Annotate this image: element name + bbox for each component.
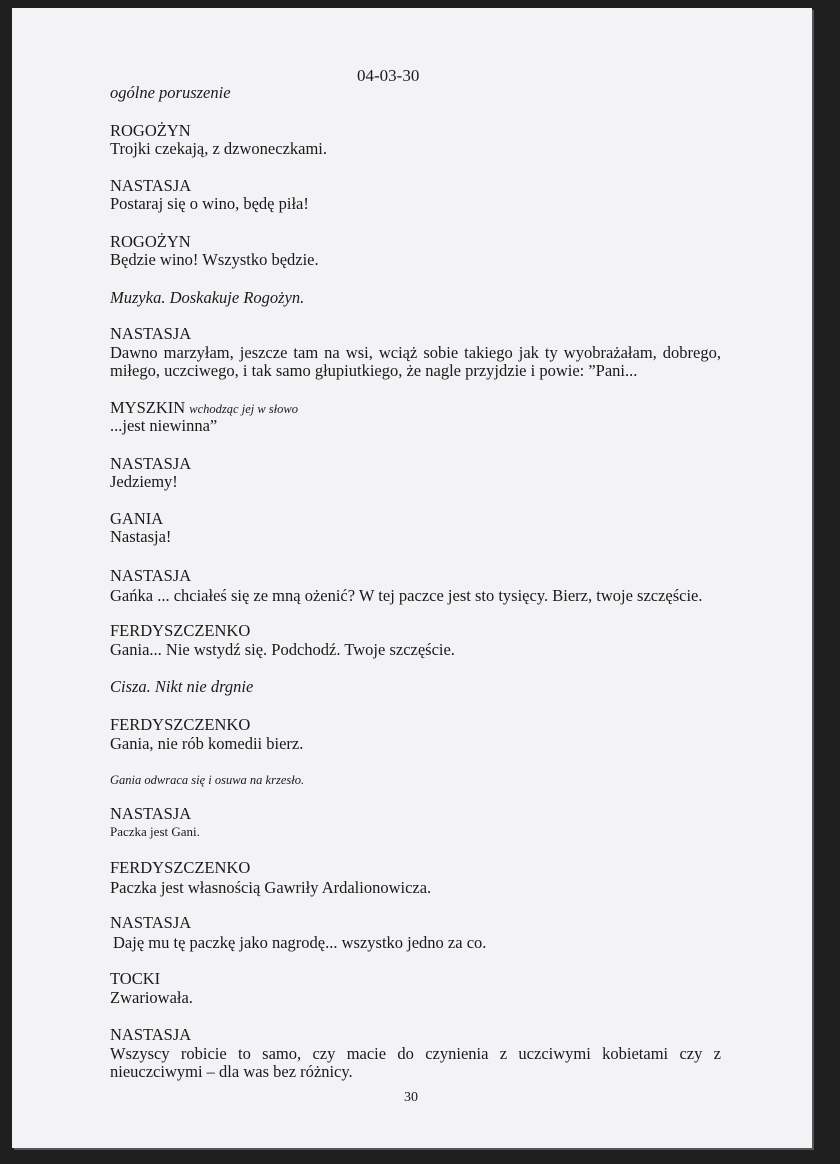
stage-direction: ogólne poruszenie [110, 83, 231, 102]
dialogue-line: Gania... Nie wstydź się. Podchodź. Twoje szczęście. [110, 640, 455, 659]
speaker-name: NASTASJA [110, 566, 192, 585]
speaker-name: NASTASJA [110, 913, 192, 932]
dialogue-line: Dawno marzyłam, jeszcze tam na wsi, wciąż sobie takiego jak ty wyobrażałam, dobrego, [110, 343, 721, 362]
stage-direction: Cisza. Nikt nie drgnie [110, 677, 254, 696]
dialogue-line: Paczka jest własnością Gawriły Ardalionowicza. [110, 878, 432, 897]
dialogue-line: nieuczciwymi – dla was bez różnicy. [110, 1062, 353, 1081]
stage-direction: Muzyka. Doskakuje Rogożyn. [110, 288, 305, 307]
speaker-name: FERDYSZCZENKO [110, 858, 251, 877]
dialogue-line: Gania, nie rób komedii bierz. [110, 734, 304, 753]
dialogue-line: Daję mu tę paczkę jako nagrodę... wszystko jedno za co. [113, 933, 487, 952]
dialogue-line: Trojki czekają, z dzwoneczkami. [110, 139, 328, 158]
speaker-name: MYSZKIN [110, 398, 186, 417]
speaker-name: ROGOŻYN [110, 232, 191, 251]
dialogue-line: Wszyscy robicie to samo, czy macie do czynienia z uczciwymi kobietami czy z [110, 1044, 721, 1063]
speaker-name: FERDYSZCZENKO [110, 715, 251, 734]
dialogue-line: ...jest niewinna” [110, 416, 218, 435]
script-body [12, 8, 812, 1148]
dialogue-line: Będzie wino! Wszystko będzie. [110, 250, 319, 269]
speaker-name: GANIA [110, 509, 164, 528]
dialogue-line: Jedziemy! [110, 472, 178, 491]
dialogue-line: Nastasja! [110, 527, 172, 546]
dialogue-line: Paczka jest Gani. [110, 824, 200, 839]
speaker-name: FERDYSZCZENKO [110, 621, 251, 640]
speaker-name: ROGOŻYN [110, 121, 191, 140]
speaker-name: NASTASJA [110, 454, 192, 473]
document-page [12, 8, 812, 1148]
dialogue-line: miłego, uczciwego, i tak samo głupiutkiego, że nagle przyjdzie i powie: ”Pani... [110, 361, 638, 380]
speaker-name: NASTASJA [110, 176, 192, 195]
header-date: 04-03-30 [357, 66, 420, 85]
dialogue-line: Gańka ... chciałeś się ze mną ożenić? W tej paczce jest sto tysięcy. Bierz, twoje szczęście. [110, 586, 703, 605]
stage-direction: wchodząc jej w słowo [189, 402, 298, 416]
speaker-line [110, 400, 298, 417]
speaker-name: TOCKI [110, 969, 161, 988]
speaker-name: NASTASJA [110, 1025, 192, 1044]
dialogue-line: Postaraj się o wino, będę piła! [110, 194, 309, 213]
dialogue-line: Zwariowała. [110, 988, 193, 1007]
stage-direction: Gania odwraca się i osuwa na krzesło. [110, 773, 305, 787]
speaker-name: NASTASJA [110, 324, 192, 343]
page-number: 30 [404, 1090, 418, 1105]
speaker-name: NASTASJA [110, 804, 192, 823]
